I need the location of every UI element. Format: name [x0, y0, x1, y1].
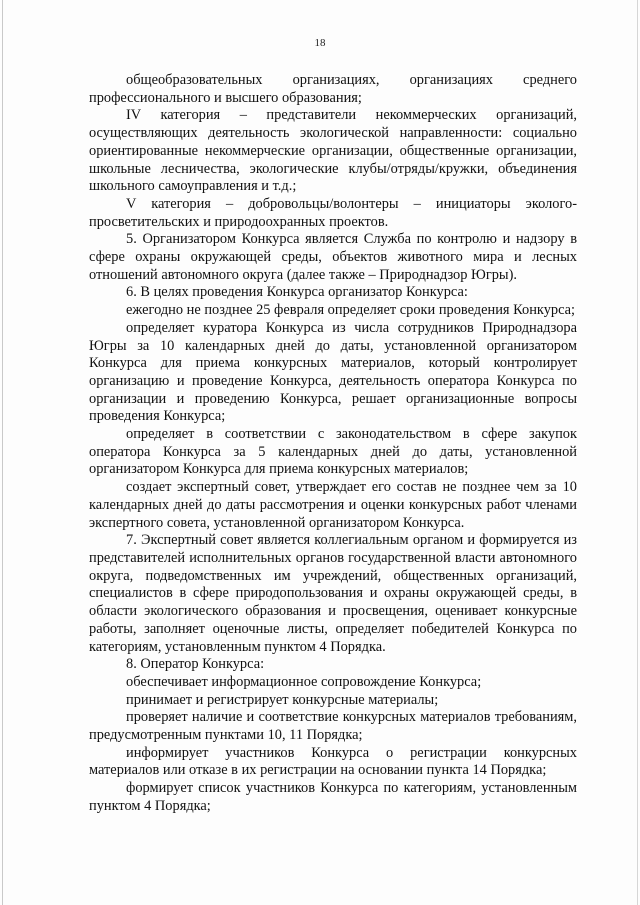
paragraph: информирует участников Конкурса о регистрации конкурсных материалов или отказе в их регистрации на основании пункта 14 Порядка;: [89, 744, 577, 779]
paragraph: формирует список участников Конкурса по категориям, установленным пунктом 4 Порядка;: [89, 780, 577, 814]
document-body: [89, 72, 577, 816]
page-number: 18: [314, 37, 326, 49]
scan-right-edge: [637, 0, 638, 905]
paragraph: определяет куратора Конкурса из числа сотрудников Природнадзора Югры за 10 календарных дней до даты, установленной организатором Конкурса для приема конкурсных материалов, который контролирует организацию и проведение Конкурса, деятельность оператора Конкурса по организации и проведению Конкурса, решает организационные вопросы проведения Конкурса;: [89, 319, 577, 425]
paragraph: 5. Организатором Конкурса является Служба по контролю и надзору в сфере охраны окружающей среды, объектов животного мира и лесных отношений автономного округа (далее также – Природнадзор Югры).: [89, 231, 577, 283]
paragraph: принимает и регистрирует конкурсные материалы;: [126, 691, 439, 708]
paragraph: создает экспертный совет, утверждает его состав не позднее чем за 10 календарных дней до даты рассмотрения и оценки конкурсных работ членами экспертного совета, установленной организатором Конкурса.: [89, 479, 577, 531]
paragraph: обеспечивает информационное сопровождение Конкурса;: [126, 673, 482, 690]
paragraph: ежегодно не позднее 25 февраля определяет сроки проведения Конкурса;: [126, 302, 576, 319]
paragraph: 7. Экспертный совет является коллегиальным органом и формируется из представителей исполнительных органов государственной власти автономного округа, подведомственных им учреждений, общественных организаций, специалистов в сфере природопользования и охраны окружающей среды, в области экологического образования и просвещения, оценивает конкурсные работы, заполняет оценочные листы, определяет победителей Конкурса по категориям, установленным пунктом 4 Порядка.: [89, 532, 577, 655]
paragraph: общеобразовательных организациях, организациях среднего профессионального и высшего образования;: [89, 72, 577, 106]
paragraph: 8. Оператор Конкурса:: [126, 656, 265, 673]
paragraph: проверяет наличие и соответствие конкурсных материалов требованиям, предусмотренным пунктами 10, 11 Порядка;: [89, 709, 577, 744]
paragraph: IV категория – представители некоммерческих организаций, осуществляющих деятельность экологической направленности: социально ориентированные некоммерческие организации, общественные организации, школьные лесничества, экологические клубы/отряды/кружки, объединения школьного самоуправления и т.д.;: [89, 107, 577, 195]
paragraph: 6. В целях проведения Конкурса организатор Конкурса:: [126, 284, 468, 301]
paragraph: определяет в соответствии с законодательством в сфере закупок оператора Конкурса за 5 календарных дней до даты, установленной организатором Конкурса для приема конкурсных материалов;: [89, 426, 577, 478]
paragraph: V категория – добровольцы/волонтеры – инициаторы эколого-просветительских и природоохранных проектов.: [89, 195, 577, 230]
scan-left-edge: [2, 0, 3, 905]
